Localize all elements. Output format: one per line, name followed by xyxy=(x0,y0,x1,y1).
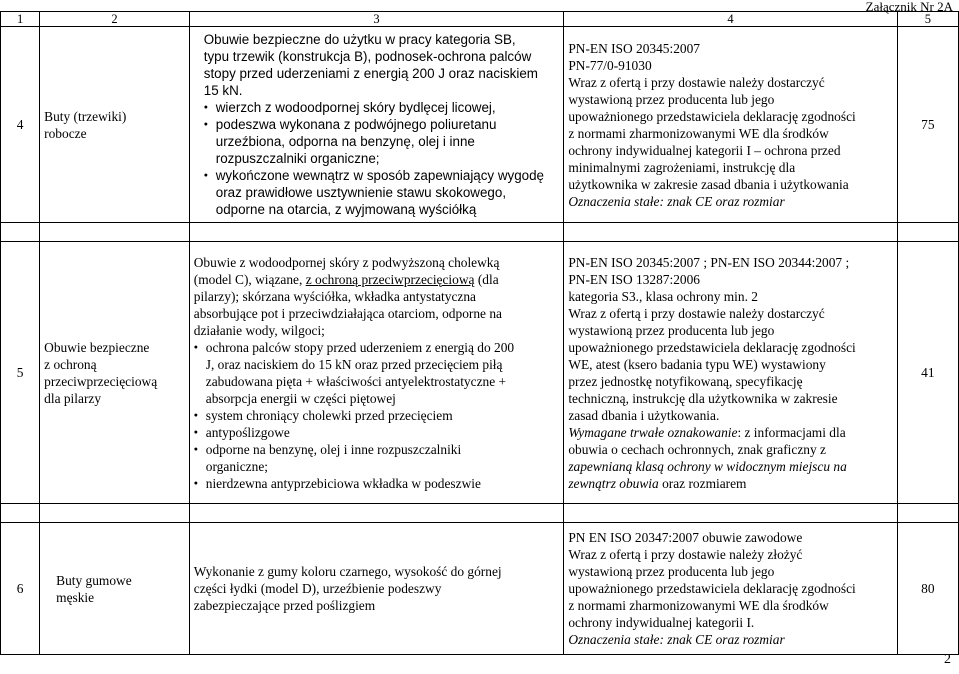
row-number: 6 xyxy=(1,523,40,655)
marking-line: obuwia o cechach ochronnych, znak graficzny z xyxy=(568,441,826,457)
item-description xyxy=(189,242,564,504)
marking-label: Wymagane trwałe oznakowanie xyxy=(568,424,738,440)
norms-line: z normami zharmonizowanymi WE dla środków xyxy=(568,598,829,613)
page-number: 2 xyxy=(944,652,951,667)
description-line: zabezpieczające przed poślizgiem xyxy=(193,598,376,613)
description-line: oraz prawidłowe usztywnienie stawu skokowego, xyxy=(215,185,507,200)
col-header-1: 1 xyxy=(1,12,40,27)
table-row xyxy=(1,523,959,655)
description-line: ● wykończone wewnątrz w sposób zapewniający wygodę xyxy=(215,168,545,183)
bullet-item xyxy=(194,424,560,441)
description-line: ● system chroniący cholewki przed przecięciem xyxy=(205,407,453,423)
description-line: Obuwie z wodoodpornej skóry z podwyższoną cholewką xyxy=(193,254,500,270)
norms-line: wystawioną przez producenta lub jego xyxy=(568,564,775,579)
attachment-label: Załącznik Nr 2A xyxy=(865,0,953,14)
bullet-item xyxy=(194,339,560,407)
quantity: 41 xyxy=(897,242,958,504)
norms-line: kategoria S3., klasa ochrony min. 2 xyxy=(568,288,758,304)
bullet-item xyxy=(204,99,560,116)
description-line: organiczne; xyxy=(205,458,268,474)
table-row xyxy=(1,27,959,223)
description-line: działanie wody, wilgoci; xyxy=(193,322,325,338)
description-line: ● odporne na benzynę, olej i inne rozpuszczalniki xyxy=(205,441,462,457)
item-name: Obuwie bezpieczne z ochroną przeciwprzecięciową dla pilarzy xyxy=(40,242,190,504)
description-line: ● ochrona palców stopy przed uderzeniem z energią do 200 xyxy=(205,339,515,355)
norms-line: przez jednostkę notyfikowaną, specyfikację xyxy=(568,373,803,389)
marking-line xyxy=(568,475,892,492)
bullet-item xyxy=(204,116,560,167)
norms-line: PN-EN ISO 13287:2006 xyxy=(568,271,701,287)
marking-line xyxy=(568,424,892,441)
description-line: absorbujące pot i przeciwdziałająca otarciom, odporne na xyxy=(193,305,502,321)
description-line xyxy=(194,271,560,288)
norms-line: PN-77/0-91030 xyxy=(568,57,652,73)
norms-line: minimalnymi zagrożeniami, instrukcję dla xyxy=(568,159,796,175)
norms-line: upoważnionego przedstawiciela deklarację zgodności xyxy=(568,108,856,124)
norms-line: wystawioną przez producenta lub jego xyxy=(568,91,775,107)
norms-line: ochrony indywidualnej kategorii I – ochrona przed xyxy=(568,142,841,158)
description-line: Wykonanie z gumy koloru czarnego, wysokość do górnej xyxy=(193,564,502,579)
description-line: ● nierdzewna antyprzebiciowa wkładka w podeszwie xyxy=(205,475,481,491)
description-line: pilarzy); skórzana wyściółka, wkładka antystatyczna xyxy=(193,288,476,304)
norms-line: ochrony indywidualnej kategorii I. xyxy=(568,615,755,630)
description-line: rozpuszczalniki organiczne; xyxy=(215,151,380,166)
col-header-2: 2 xyxy=(40,12,190,27)
marking-line: zapewnianą klasą ochrony w widocznym miejscu na xyxy=(568,458,847,474)
norms-line: Wraz z ofertą i przy dostawie należy dostarczyć xyxy=(568,305,825,321)
description-line: urzeźbiona, odporna na benzynę, olej i inne xyxy=(215,134,475,149)
description-line: Obuwie bezpieczne do użytku w pracy kategoria SB, xyxy=(203,32,516,47)
description-line: ● wierzch z wodoodpornej skóry bydlęcej licowej, xyxy=(215,100,496,115)
norms-line: WE, atest (ksero badania typu WE) wystawiony xyxy=(568,356,826,372)
description-line: ● podeszwa wykonana z podwójnego poliuretanu xyxy=(215,117,497,132)
quantity: 75 xyxy=(897,27,958,223)
marking-note: Oznaczenia stałe: znak CE oraz rozmiar xyxy=(568,193,785,209)
description-line: absorpcja energii w części piętowej xyxy=(205,390,396,406)
row-number: 4 xyxy=(1,27,40,223)
row-gap xyxy=(1,504,959,523)
bullet-item xyxy=(194,407,560,424)
description-line: części łydki (model D), urzeźbienie podeszwy xyxy=(193,581,442,596)
norms-line: PN-EN ISO 20345:2007 xyxy=(568,40,701,56)
norms-line: użytkownika w zakresie zasad dbania i użytkowania xyxy=(568,176,849,192)
bullet-item xyxy=(204,167,560,218)
marking-text: oraz rozmiarem xyxy=(658,475,747,491)
norms-line: PN EN ISO 20347:2007 obuwie zawodowe xyxy=(568,530,803,545)
norms-line: Wraz z ofertą i przy dostawie należy złożyć xyxy=(568,547,803,562)
item-norms xyxy=(564,523,897,655)
row-gap xyxy=(1,223,959,242)
description-line: stopy przed uderzeniami z energią 200 J oraz naciskiem xyxy=(203,66,538,81)
table-row xyxy=(1,242,959,504)
table-header-row xyxy=(1,12,959,27)
equipment-table xyxy=(0,11,959,655)
description-line: 15 kN. xyxy=(203,83,243,98)
col-header-5: 5 xyxy=(897,12,958,27)
quantity: 80 xyxy=(897,523,958,655)
item-description xyxy=(189,523,564,655)
col-header-4: 4 xyxy=(564,12,897,27)
col-header-3: 3 xyxy=(189,12,564,27)
description-line: odporne na otarcia, z wyjmowaną wyściółką xyxy=(215,202,477,217)
item-name: Buty gumowe męskie xyxy=(40,523,190,655)
marking-text: : z informacjami dla xyxy=(737,424,846,440)
description-line: typu trzewik (konstrukcja B), podnosek-ochrona palców xyxy=(203,49,532,64)
norms-line: Wraz z ofertą i przy dostawie należy dostarczyć xyxy=(568,74,825,90)
description-intro xyxy=(204,31,560,99)
item-norms xyxy=(564,242,897,504)
description-text: (dla xyxy=(474,271,499,287)
norms-line: upoważnionego przedstawiciela deklarację zgodności xyxy=(568,339,856,355)
item-description xyxy=(189,27,564,223)
underlined-text: z ochroną przeciwprzecięciową xyxy=(305,271,475,287)
row-number: 5 xyxy=(1,242,40,504)
norms-line: z normami zharmonizowanymi WE dla środków xyxy=(568,125,829,141)
norms-line: techniczną, instrukcję dla użytkownika w zakresie xyxy=(568,390,838,406)
norms-line: zasad dbania i użytkowania. xyxy=(568,407,720,423)
description-text: (model C), wiązane, xyxy=(193,271,303,287)
item-name: Buty (trzewiki) robocze xyxy=(40,27,190,223)
norms-line: PN-EN ISO 20345:2007 ; PN-EN ISO 20344:2007 ; xyxy=(568,254,850,270)
description-line: ● antypoślizgowe xyxy=(205,424,290,440)
description-line: J, oraz naciskiem do 15 kN oraz przed przecięciem piłą xyxy=(205,356,503,372)
bullet-item xyxy=(194,475,560,492)
norms-line: wystawioną przez producenta lub jego xyxy=(568,322,775,338)
marking-note: Oznaczenia stałe: znak CE oraz rozmiar xyxy=(568,632,785,647)
marking-italic: zewnątrz obuwia xyxy=(568,475,659,491)
norms-line: upoważnionego przedstawiciela deklarację zgodności xyxy=(568,581,856,596)
description-line: zabudowana pięta + właściwości antyelektrostatyczne + xyxy=(205,373,507,389)
bullet-item xyxy=(194,441,560,475)
item-norms xyxy=(564,27,897,223)
